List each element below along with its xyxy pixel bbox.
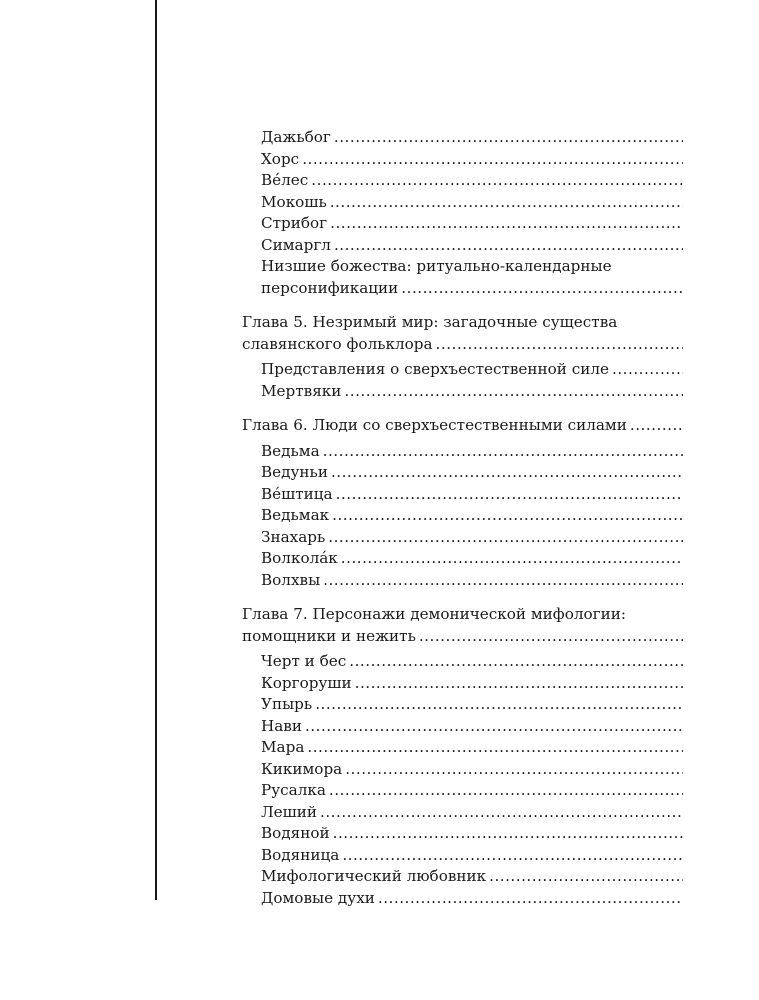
leader-dots <box>336 484 683 506</box>
leader-dots <box>612 359 683 381</box>
leader-dots <box>630 415 683 437</box>
toc-item[interactable] <box>242 845 683 867</box>
toc-item-title: Представления о сверхъестественной силе <box>261 360 610 378</box>
leader-dots <box>341 548 683 570</box>
toc-item-title: Мертвяки <box>261 381 342 400</box>
leader-dots <box>328 527 683 549</box>
page-edge-rule <box>155 0 157 900</box>
table-of-contents <box>242 127 683 909</box>
leader-dots <box>345 759 683 781</box>
toc-item[interactable] <box>242 780 683 802</box>
toc-item[interactable] <box>242 716 683 738</box>
leader-dots <box>378 888 683 910</box>
leader-dots <box>323 441 683 463</box>
chapter-items <box>242 359 683 402</box>
toc-item[interactable] <box>242 802 683 824</box>
toc-item[interactable] <box>242 170 683 192</box>
toc-item-title: Знахарь <box>261 527 326 546</box>
toc-item-title: Мокошь <box>261 192 327 211</box>
leader-dots <box>332 505 683 527</box>
toc-item[interactable] <box>242 823 683 845</box>
leader-dots <box>315 694 683 716</box>
toc-item-title: Дажьбог <box>261 128 331 146</box>
toc-item-title: Ве́штица <box>261 484 333 503</box>
chapter-items <box>242 441 683 592</box>
leader-dots <box>330 213 683 235</box>
toc-item-title: Упырь <box>261 695 313 713</box>
toc-item[interactable] <box>242 441 683 463</box>
toc-item[interactable] <box>242 548 683 570</box>
toc-item[interactable] <box>242 673 683 695</box>
leader-dots <box>330 192 683 214</box>
toc-item[interactable] <box>242 570 683 592</box>
leader-dots <box>323 570 683 592</box>
toc-item-title: Ведьма <box>261 441 320 460</box>
toc-item-title: Мифологический любовник <box>261 867 487 885</box>
toc-item-title: Симаргл <box>261 235 331 254</box>
chapter-6 <box>242 415 683 591</box>
toc-item[interactable] <box>242 651 683 673</box>
toc-item[interactable] <box>242 694 683 716</box>
toc-item[interactable] <box>242 888 683 910</box>
toc-item[interactable] <box>242 213 683 235</box>
toc-item[interactable] <box>242 484 683 506</box>
toc-item-title: Кикимора <box>261 759 343 778</box>
toc-item[interactable] <box>242 381 683 403</box>
toc-item[interactable] <box>242 505 683 527</box>
leader-dots <box>329 780 683 802</box>
toc-item[interactable] <box>242 235 683 257</box>
leader-dots <box>344 381 683 403</box>
chapter-heading-line1[interactable]: Глава 5. Незримый мир: загадочные существа <box>242 313 618 331</box>
toc-item-line2[interactable]: персонификации ..... <box>242 278 683 300</box>
leader-dots <box>419 626 683 648</box>
chapter-7 <box>242 604 683 909</box>
leader-dots <box>305 716 683 738</box>
toc-item-title: Ведуньи <box>261 463 328 481</box>
toc-item-title: Леший <box>261 802 318 821</box>
leader-dots <box>489 866 683 888</box>
toc-item-title: Волхвы <box>261 570 321 589</box>
leader-dots <box>333 823 683 845</box>
toc-item-title: Ведьмак <box>261 506 330 524</box>
toc-item[interactable] <box>242 527 683 549</box>
toc-item-title: Ве́лес <box>261 171 309 189</box>
toc-item-title: Коргоруши <box>261 673 352 692</box>
toc-item[interactable] <box>242 462 683 484</box>
leader-dots <box>331 462 683 484</box>
leader-dots <box>342 845 683 867</box>
leader-dots <box>436 334 683 356</box>
toc-item[interactable] <box>242 759 683 781</box>
leader-dots <box>320 802 683 824</box>
toc-item-title: Водяница <box>261 845 340 864</box>
toc-item[interactable] <box>242 737 683 759</box>
leader-dots <box>349 651 683 673</box>
leader-dots <box>302 149 683 171</box>
toc-item-title: Домовые духи <box>261 888 375 907</box>
toc-item[interactable] <box>242 866 683 888</box>
leader-dots <box>401 278 683 300</box>
toc-item-title: Мара <box>261 738 305 756</box>
toc-item-line1[interactable]: Низшие божества: ритуально-календарные <box>261 257 612 275</box>
chapter-heading-line1[interactable]: Глава 7. Персонажи демонической мифологии: <box>242 605 626 623</box>
toc-item[interactable] <box>242 359 683 381</box>
chapter-heading[interactable]: Глава 6. Люди со сверхъестественными силами ..... <box>242 415 683 437</box>
chapter-items <box>242 651 683 909</box>
chapter-heading-line2[interactable]: помощники и нежить ..... <box>242 626 683 648</box>
leader-dots <box>307 737 683 759</box>
toc-item-title: Черт и бес <box>261 652 347 670</box>
toc-item-title: Волкола́к <box>261 549 338 567</box>
toc-item[interactable] <box>242 192 683 214</box>
chapter-heading-line2[interactable]: славянского фольклора ..... <box>242 334 683 356</box>
toc-item-title: Водяной <box>261 824 330 842</box>
toc-item-title: Русалка <box>261 781 326 799</box>
toc-item-title: Хорс <box>261 149 300 168</box>
leader-dots <box>311 170 683 192</box>
leader-dots <box>334 127 683 149</box>
chapter-5 <box>242 312 683 402</box>
top-items <box>242 127 683 299</box>
leader-dots <box>355 673 683 695</box>
toc-item-title: Стрибог <box>261 214 328 232</box>
toc-item[interactable] <box>242 149 683 171</box>
leader-dots <box>334 235 683 257</box>
toc-item-title: Нави <box>261 716 302 735</box>
toc-item[interactable] <box>242 127 683 149</box>
